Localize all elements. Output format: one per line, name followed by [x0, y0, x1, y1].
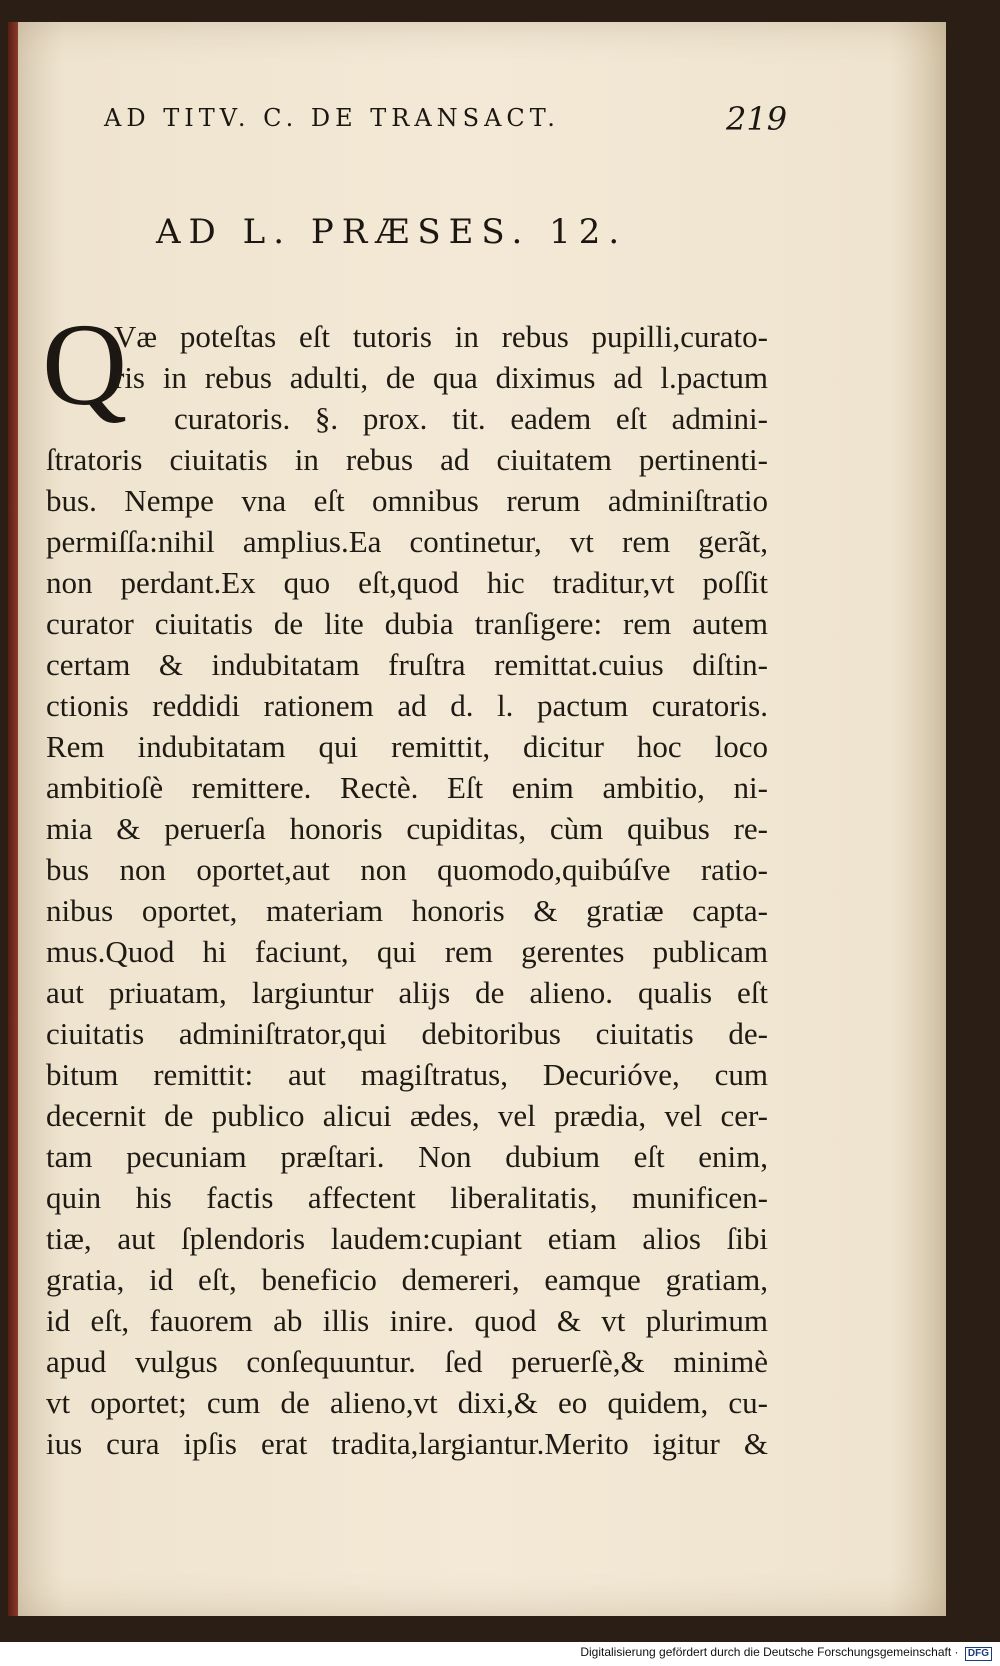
page-number: 219 [726, 100, 788, 138]
text-line: ſtratoris ciuitatis in rebus ad ciuitatem pertinenti- [46, 442, 768, 477]
binding-edge [8, 22, 18, 1616]
text-line: curator ciuitatis de lite dubia tranſigere: rem autem [46, 606, 768, 641]
text-line: bitum remittit: aut magiſtratus, Decurióve, cum [46, 1057, 768, 1092]
text-line: bus non oportet,aut non quomodo,quibúſve ratio- [46, 852, 768, 887]
text-line: quin his factis affectent liberalitatis, munificen- [46, 1180, 768, 1215]
text-line: vt oportet; cum de alieno,vt dixi,& eo quidem, cu- [46, 1385, 768, 1420]
text-line: ris in rebus adulti, de qua diximus ad l.pactum [114, 360, 768, 395]
text-line: ciuitatis adminiſtrator,qui debitoribus ciuitatis de- [46, 1016, 768, 1051]
funding-credit [580, 1645, 992, 1661]
text-line: tam pecuniam præſtari. Non dubium eſt enim, [46, 1139, 768, 1174]
text-line: ambitioſè remittere. Rectè. Eſt enim ambitio, ni- [46, 770, 768, 805]
digitization-footer [0, 1642, 1000, 1666]
text-line: ius cura ipſis erat tradita,largiantur.Merito igitur & [46, 1426, 768, 1461]
text-line: Væ poteſtas eſt tutoris in rebus pupilli,curato- [114, 319, 768, 354]
running-head [8, 100, 946, 144]
text-line: aut priuatam, largiuntur alijs de alieno. qualis eſt [46, 975, 768, 1010]
text-line: certam & indubitatam fruſtra remittat.cuius diſtin- [46, 647, 768, 682]
text-line: gratia, id eſt, beneficio demereri, eamque gratiam, [46, 1262, 768, 1297]
text-line: decernit de publico alicui ædes, vel prædia, vel cer- [46, 1098, 768, 1133]
dfg-logo-icon: DFG [965, 1647, 992, 1661]
text-line: id eſt, fauorem ab illis inire. quod & vt plurimum [46, 1303, 768, 1338]
text-line: curatoris. §. prox. tit. eadem eſt admini- [174, 401, 768, 436]
text-line: non perdant.Ex quo eſt,quod hic traditur,vt poſſit [46, 565, 768, 600]
text-line: Rem indubitatam qui remittit, dicitur hoc loco [46, 729, 768, 764]
text-line: permiſſa:nihil amplius.Ea continetur, vt rem gerãt, [46, 524, 768, 559]
running-title: AD TITV. C. DE TRANSACT. [104, 104, 560, 132]
text-line: apud vulgus conſequuntur. ſed peruerſè,& minimè [46, 1344, 768, 1379]
funding-credit-text: Digitalisierung gefördert durch die Deutsche Forschungsgemeinschaft [580, 1645, 952, 1659]
text-line: nibus oportet, materiam honoris & gratiæ capta- [46, 893, 768, 928]
text-line: mus.Quod hi faciunt, qui rem gerentes publicam [46, 934, 768, 969]
text-line: mia & peruerſa honoris cupiditas, cùm quibus re- [46, 811, 768, 846]
section-heading: AD L. PRÆSES. 12. [156, 212, 628, 252]
text-line: ctionis reddidi rationem ad d. l. pactum curatoris. [46, 688, 768, 723]
book-page [8, 22, 946, 1616]
text-line: tiæ, aut ſplendoris laudem:cupiant etiam alios ſibi [46, 1221, 768, 1256]
text-line: bus. Nempe vna eſt omnibus rerum adminiſtratio [46, 483, 768, 518]
separator-dot: · [954, 1645, 959, 1659]
drop-cap-initial: Q [42, 299, 128, 430]
body-text [46, 316, 768, 1464]
